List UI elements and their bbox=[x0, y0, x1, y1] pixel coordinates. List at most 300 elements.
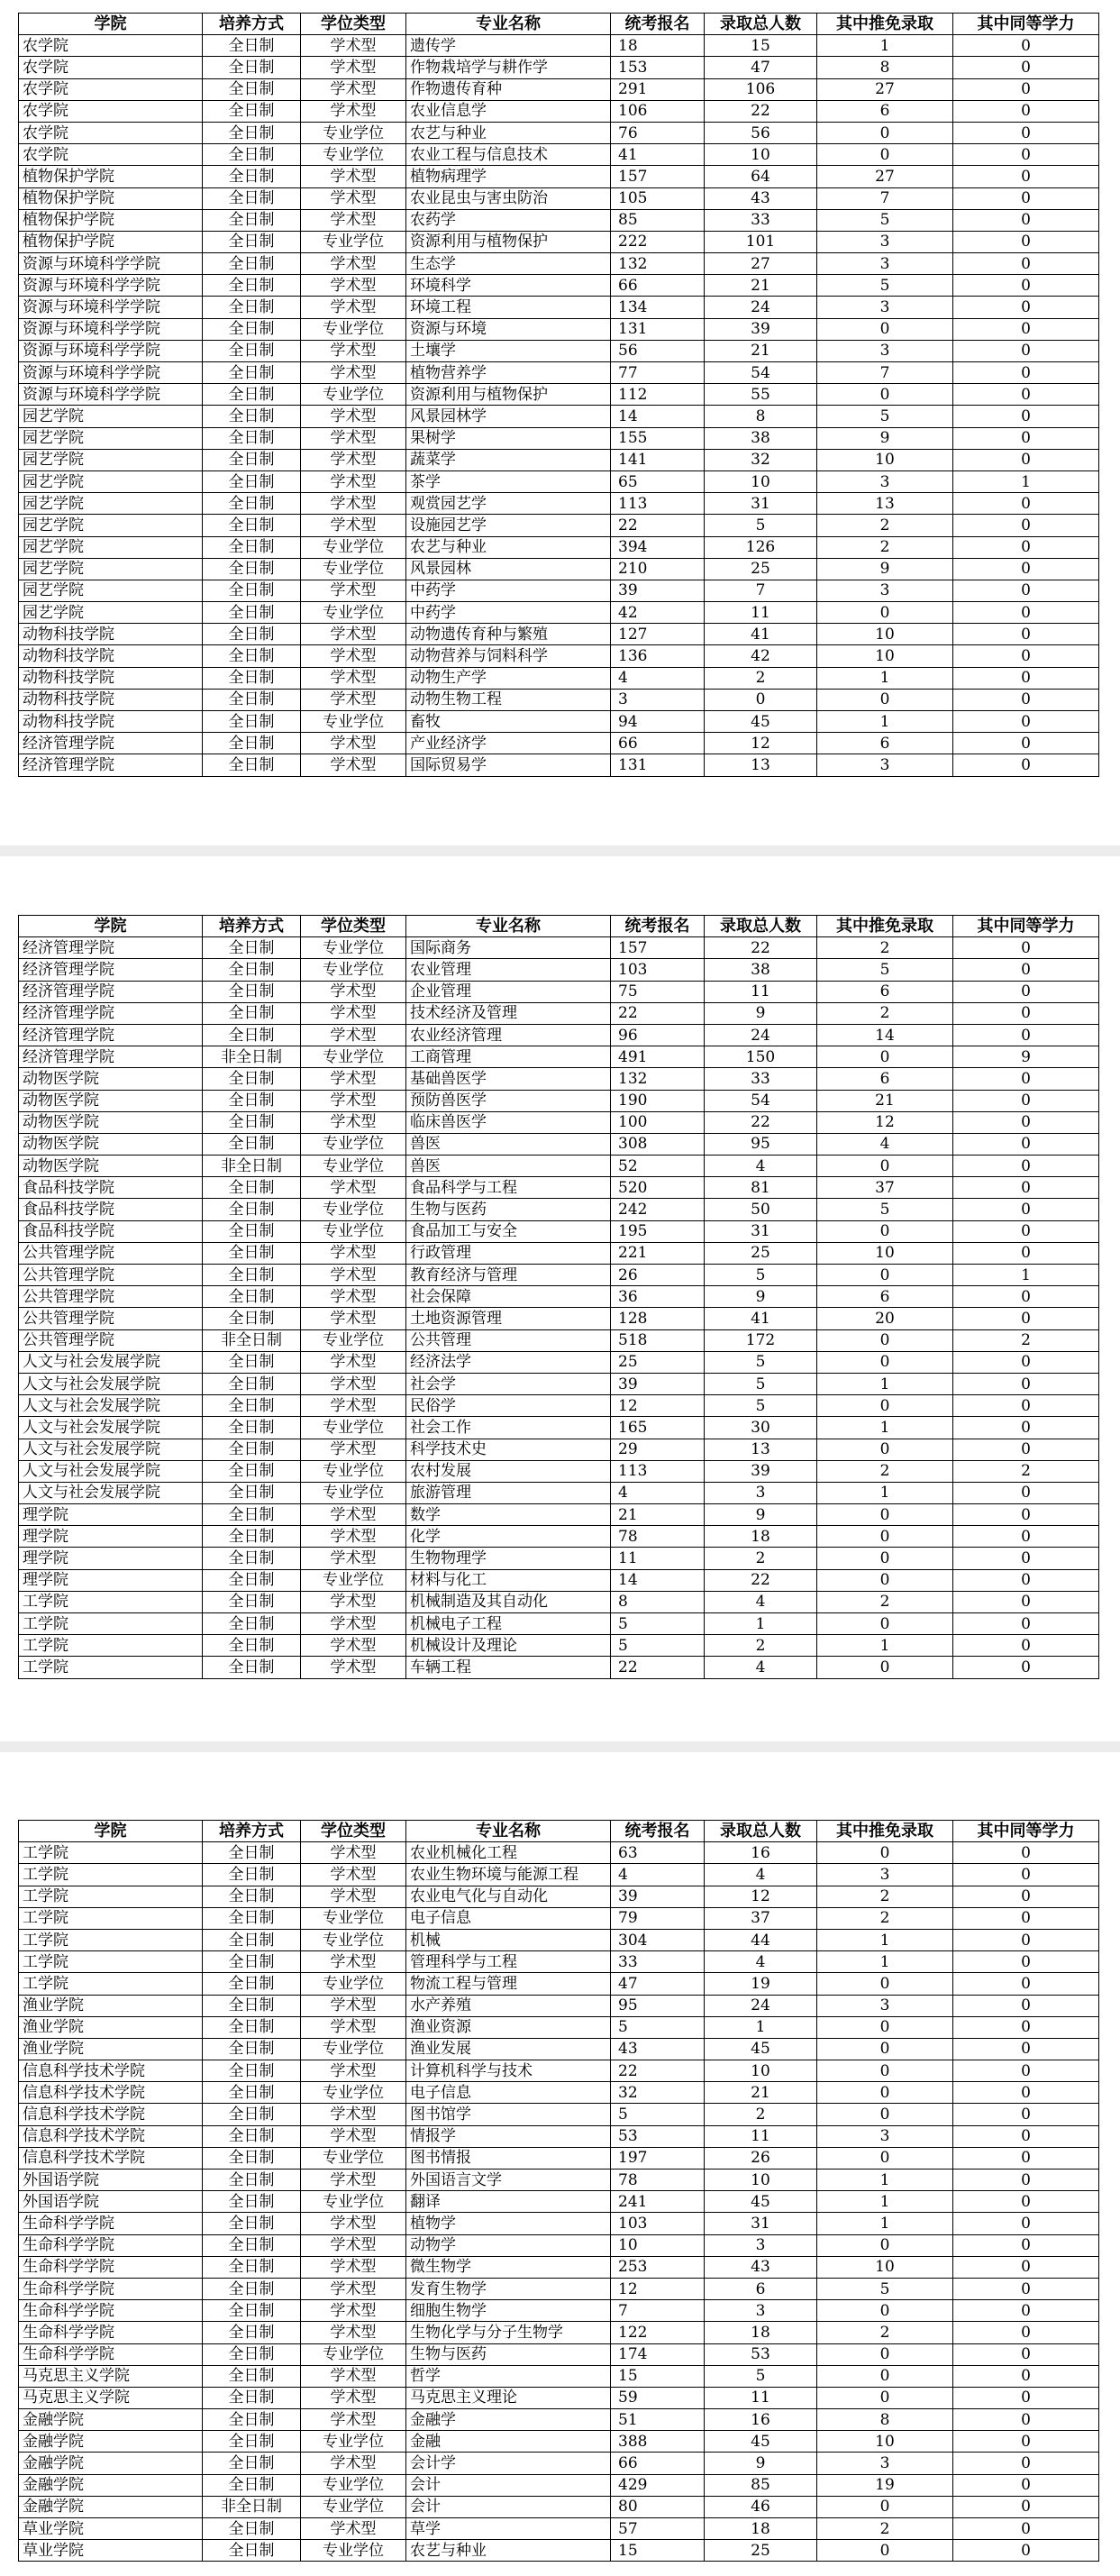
cell-exam-applicants: 429 bbox=[611, 2474, 705, 2496]
cell-exam-applicants: 78 bbox=[611, 1526, 705, 1548]
cell-college: 工学院 bbox=[19, 1973, 203, 1995]
cell-total-admitted: 11 bbox=[705, 602, 817, 624]
cell-college: 工学院 bbox=[19, 1613, 203, 1635]
cell-total-admitted: 46 bbox=[705, 2496, 817, 2517]
cell-college: 农学院 bbox=[19, 35, 203, 57]
cell-degree-type: 专业学位 bbox=[301, 1046, 406, 1068]
cell-total-admitted: 0 bbox=[705, 689, 817, 710]
cell-college: 动物科技学院 bbox=[19, 667, 203, 689]
cell-total-admitted: 24 bbox=[705, 1995, 817, 2016]
column-header-college: 学院 bbox=[19, 1821, 203, 1842]
cell-study-mode: 全日制 bbox=[203, 2213, 301, 2234]
cell-major-name: 农艺与种业 bbox=[406, 536, 611, 558]
cell-total-admitted: 126 bbox=[705, 536, 817, 558]
cell-exempt-admitted: 6 bbox=[817, 1286, 953, 1308]
cell-major-name: 土壤学 bbox=[406, 340, 611, 361]
cell-exam-applicants: 14 bbox=[611, 1569, 705, 1591]
table-row bbox=[19, 1373, 1099, 1394]
cell-exempt-admitted: 10 bbox=[817, 645, 953, 667]
cell-equivalent-admitted: 0 bbox=[953, 2213, 1099, 2234]
cell-major-name: 会计学 bbox=[406, 2453, 611, 2474]
cell-college: 资源与环境科学学院 bbox=[19, 340, 203, 361]
cell-degree-type: 学术型 bbox=[301, 1090, 406, 1111]
cell-major-name: 生物物理学 bbox=[406, 1548, 611, 1569]
cell-exempt-admitted: 0 bbox=[817, 1046, 953, 1068]
cell-college: 公共管理学院 bbox=[19, 1242, 203, 1264]
cell-exam-applicants: 155 bbox=[611, 427, 705, 449]
table-row bbox=[19, 2278, 1099, 2299]
cell-major-name: 机械电子工程 bbox=[406, 1613, 611, 1635]
cell-exam-applicants: 165 bbox=[611, 1417, 705, 1439]
cell-college: 信息科学技术学院 bbox=[19, 2104, 203, 2125]
table-row bbox=[19, 362, 1099, 384]
column-header-exam-applicants: 统考报名 bbox=[611, 14, 705, 35]
cell-college: 动物医学院 bbox=[19, 1133, 203, 1155]
cell-total-admitted: 5 bbox=[705, 1395, 817, 1417]
cell-total-admitted: 33 bbox=[705, 1068, 817, 1090]
cell-exempt-admitted: 0 bbox=[817, 2147, 953, 2169]
cell-degree-type: 学术型 bbox=[301, 1864, 406, 1886]
cell-degree-type: 学术型 bbox=[301, 1657, 406, 1678]
table-row bbox=[19, 1265, 1099, 1286]
cell-exam-applicants: 18 bbox=[611, 35, 705, 57]
cell-study-mode: 全日制 bbox=[203, 449, 301, 470]
cell-major-name: 中药学 bbox=[406, 580, 611, 601]
cell-major-name: 渔业发展 bbox=[406, 2038, 611, 2060]
cell-total-admitted: 37 bbox=[705, 1907, 817, 1929]
cell-total-admitted: 4 bbox=[705, 1657, 817, 1678]
cell-total-admitted: 1 bbox=[705, 2016, 817, 2038]
cell-equivalent-admitted: 9 bbox=[953, 1046, 1099, 1068]
cell-total-admitted: 19 bbox=[705, 1973, 817, 1995]
cell-college: 动物医学院 bbox=[19, 1156, 203, 1177]
cell-study-mode: 全日制 bbox=[203, 981, 301, 1002]
cell-major-name: 物流工程与管理 bbox=[406, 1973, 611, 1995]
cell-degree-type: 学术型 bbox=[301, 2016, 406, 2038]
cell-exam-applicants: 11 bbox=[611, 1548, 705, 1569]
cell-equivalent-admitted: 0 bbox=[953, 2016, 1099, 2038]
cell-total-admitted: 38 bbox=[705, 959, 817, 981]
cell-degree-type: 学术型 bbox=[301, 1395, 406, 1417]
cell-equivalent-admitted: 0 bbox=[953, 449, 1099, 470]
cell-exempt-admitted: 0 bbox=[817, 1842, 953, 1864]
cell-degree-type: 学术型 bbox=[301, 2387, 406, 2408]
cell-study-mode: 全日制 bbox=[203, 515, 301, 536]
cell-exam-applicants: 47 bbox=[611, 1973, 705, 1995]
cell-exam-applicants: 128 bbox=[611, 1308, 705, 1329]
table-row bbox=[19, 1199, 1099, 1220]
cell-total-admitted: 18 bbox=[705, 1526, 817, 1548]
page-separator bbox=[0, 845, 1120, 856]
cell-exempt-admitted: 4 bbox=[817, 1133, 953, 1155]
cell-equivalent-admitted: 0 bbox=[953, 754, 1099, 776]
cell-equivalent-admitted: 0 bbox=[953, 1002, 1099, 1024]
cell-exempt-admitted: 0 bbox=[817, 2300, 953, 2322]
cell-study-mode: 全日制 bbox=[203, 1242, 301, 1264]
cell-college: 信息科学技术学院 bbox=[19, 2060, 203, 2082]
cell-exam-applicants: 4 bbox=[611, 1482, 705, 1503]
cell-major-name: 材料与化工 bbox=[406, 1569, 611, 1591]
cell-major-name: 资源利用与植物保护 bbox=[406, 231, 611, 252]
cell-total-admitted: 13 bbox=[705, 1439, 817, 1460]
cell-major-name: 食品加工与安全 bbox=[406, 1220, 611, 1242]
cell-major-name: 行政管理 bbox=[406, 1242, 611, 1264]
table-row bbox=[19, 1842, 1099, 1864]
cell-college: 经济管理学院 bbox=[19, 959, 203, 981]
cell-college: 工学院 bbox=[19, 1886, 203, 1907]
cell-degree-type: 学术型 bbox=[301, 470, 406, 492]
cell-exam-applicants: 304 bbox=[611, 1929, 705, 1950]
cell-degree-type: 专业学位 bbox=[301, 1460, 406, 1482]
cell-study-mode: 全日制 bbox=[203, 340, 301, 361]
cell-college: 园艺学院 bbox=[19, 427, 203, 449]
cell-college: 动物医学院 bbox=[19, 1068, 203, 1090]
cell-study-mode: 全日制 bbox=[203, 1569, 301, 1591]
cell-degree-type: 学术型 bbox=[301, 427, 406, 449]
cell-major-name: 数学 bbox=[406, 1504, 611, 1526]
cell-equivalent-admitted: 0 bbox=[953, 959, 1099, 981]
table-row bbox=[19, 2322, 1099, 2343]
table-row bbox=[19, 122, 1099, 143]
cell-total-admitted: 53 bbox=[705, 2343, 817, 2365]
cell-degree-type: 专业学位 bbox=[301, 318, 406, 340]
cell-exempt-admitted: 1 bbox=[817, 2191, 953, 2213]
cell-exam-applicants: 29 bbox=[611, 1439, 705, 1460]
cell-exempt-admitted: 0 bbox=[817, 1329, 953, 1351]
cell-total-admitted: 10 bbox=[705, 470, 817, 492]
cell-total-admitted: 10 bbox=[705, 144, 817, 166]
cell-total-admitted: 54 bbox=[705, 1090, 817, 1111]
cell-major-name: 车辆工程 bbox=[406, 1657, 611, 1678]
cell-exempt-admitted: 0 bbox=[817, 1351, 953, 1373]
cell-total-admitted: 22 bbox=[705, 937, 817, 959]
table-row bbox=[19, 209, 1099, 231]
cell-college: 人文与社会发展学院 bbox=[19, 1482, 203, 1503]
cell-study-mode: 全日制 bbox=[203, 1024, 301, 1046]
cell-equivalent-admitted: 0 bbox=[953, 1526, 1099, 1548]
cell-equivalent-admitted: 0 bbox=[953, 2474, 1099, 2496]
cell-exam-applicants: 21 bbox=[611, 1504, 705, 1526]
table-row bbox=[19, 1351, 1099, 1373]
cell-total-admitted: 25 bbox=[705, 2540, 817, 2562]
table-row bbox=[19, 2234, 1099, 2256]
cell-total-admitted: 11 bbox=[705, 2387, 817, 2408]
cell-exam-applicants: 210 bbox=[611, 558, 705, 580]
cell-exam-applicants: 136 bbox=[611, 645, 705, 667]
cell-degree-type: 专业学位 bbox=[301, 2147, 406, 2169]
table-row bbox=[19, 689, 1099, 710]
cell-college: 渔业学院 bbox=[19, 2016, 203, 2038]
cell-total-admitted: 6 bbox=[705, 2278, 817, 2299]
cell-total-admitted: 101 bbox=[705, 231, 817, 252]
cell-exempt-admitted: 6 bbox=[817, 733, 953, 754]
cell-equivalent-admitted: 0 bbox=[953, 2038, 1099, 2060]
cell-equivalent-admitted: 1 bbox=[953, 1265, 1099, 1286]
cell-total-admitted: 22 bbox=[705, 1569, 817, 1591]
table-row bbox=[19, 297, 1099, 318]
cell-total-admitted: 16 bbox=[705, 2409, 817, 2431]
cell-study-mode: 全日制 bbox=[203, 2343, 301, 2365]
cell-college: 动物科技学院 bbox=[19, 711, 203, 733]
header-row bbox=[19, 916, 1099, 937]
cell-major-name: 作物遗传育种 bbox=[406, 78, 611, 100]
cell-degree-type: 学术型 bbox=[301, 1373, 406, 1394]
cell-degree-type: 专业学位 bbox=[301, 144, 406, 166]
cell-equivalent-admitted: 0 bbox=[953, 2234, 1099, 2256]
cell-degree-type: 学术型 bbox=[301, 2234, 406, 2256]
cell-exempt-admitted: 0 bbox=[817, 1395, 953, 1417]
table-row bbox=[19, 515, 1099, 536]
cell-study-mode: 全日制 bbox=[203, 427, 301, 449]
cell-study-mode: 全日制 bbox=[203, 297, 301, 318]
cell-total-admitted: 54 bbox=[705, 362, 817, 384]
cell-degree-type: 学术型 bbox=[301, 2213, 406, 2234]
cell-college: 资源与环境科学学院 bbox=[19, 318, 203, 340]
cell-total-admitted: 3 bbox=[705, 1482, 817, 1503]
cell-study-mode: 全日制 bbox=[203, 470, 301, 492]
table-row bbox=[19, 1951, 1099, 1973]
cell-exempt-admitted: 6 bbox=[817, 1068, 953, 1090]
cell-study-mode: 全日制 bbox=[203, 2474, 301, 2496]
cell-equivalent-admitted: 0 bbox=[953, 100, 1099, 122]
cell-college: 食品科技学院 bbox=[19, 1220, 203, 1242]
cell-study-mode: 全日制 bbox=[203, 1657, 301, 1678]
table-row bbox=[19, 253, 1099, 275]
cell-total-admitted: 47 bbox=[705, 57, 817, 78]
cell-exam-applicants: 80 bbox=[611, 2496, 705, 2517]
cell-exempt-admitted: 1 bbox=[817, 1635, 953, 1657]
cell-study-mode: 全日制 bbox=[203, 1265, 301, 1286]
cell-exempt-admitted: 3 bbox=[817, 470, 953, 492]
cell-exam-applicants: 100 bbox=[611, 1111, 705, 1133]
cell-study-mode: 全日制 bbox=[203, 1951, 301, 1973]
cell-major-name: 产业经济学 bbox=[406, 733, 611, 754]
cell-total-admitted: 42 bbox=[705, 645, 817, 667]
cell-degree-type: 学术型 bbox=[301, 297, 406, 318]
cell-study-mode: 全日制 bbox=[203, 536, 301, 558]
cell-major-name: 民俗学 bbox=[406, 1395, 611, 1417]
cell-college: 理学院 bbox=[19, 1569, 203, 1591]
table-row bbox=[19, 2016, 1099, 2038]
cell-major-name: 金融学 bbox=[406, 2409, 611, 2431]
cell-degree-type: 专业学位 bbox=[301, 1220, 406, 1242]
table-row bbox=[19, 1111, 1099, 1133]
cell-major-name: 生物化学与分子生物学 bbox=[406, 2322, 611, 2343]
cell-degree-type: 学术型 bbox=[301, 981, 406, 1002]
cell-equivalent-admitted: 0 bbox=[953, 2104, 1099, 2125]
table-row bbox=[19, 1548, 1099, 1569]
table-row bbox=[19, 754, 1099, 776]
cell-equivalent-admitted: 0 bbox=[953, 1548, 1099, 1569]
cell-total-admitted: 56 bbox=[705, 122, 817, 143]
cell-college: 植物保护学院 bbox=[19, 231, 203, 252]
column-header-study-mode: 培养方式 bbox=[203, 916, 301, 937]
cell-study-mode: 全日制 bbox=[203, 2038, 301, 2060]
cell-exempt-admitted: 7 bbox=[817, 187, 953, 209]
cell-major-name: 水产养殖 bbox=[406, 1995, 611, 2016]
cell-equivalent-admitted: 0 bbox=[953, 2496, 1099, 2517]
cell-study-mode: 全日制 bbox=[203, 493, 301, 515]
cell-major-name: 机械制造及其自动化 bbox=[406, 1591, 611, 1612]
cell-major-name: 工商管理 bbox=[406, 1046, 611, 1068]
cell-exam-applicants: 42 bbox=[611, 602, 705, 624]
cell-degree-type: 学术型 bbox=[301, 2278, 406, 2299]
cell-college: 人文与社会发展学院 bbox=[19, 1417, 203, 1439]
cell-exam-applicants: 51 bbox=[611, 2409, 705, 2431]
cell-major-name: 草学 bbox=[406, 2518, 611, 2540]
cell-exam-applicants: 12 bbox=[611, 1395, 705, 1417]
table-row bbox=[19, 1242, 1099, 1264]
cell-major-name: 农药学 bbox=[406, 209, 611, 231]
cell-equivalent-admitted: 0 bbox=[953, 340, 1099, 361]
cell-major-name: 动物生物工程 bbox=[406, 689, 611, 710]
cell-exam-applicants: 32 bbox=[611, 2082, 705, 2104]
cell-total-admitted: 31 bbox=[705, 493, 817, 515]
cell-major-name: 教育经济与管理 bbox=[406, 1265, 611, 1286]
cell-degree-type: 专业学位 bbox=[301, 2082, 406, 2104]
cell-study-mode: 全日制 bbox=[203, 1111, 301, 1133]
cell-exempt-admitted: 0 bbox=[817, 144, 953, 166]
cell-degree-type: 学术型 bbox=[301, 1024, 406, 1046]
cell-exempt-admitted: 2 bbox=[817, 2518, 953, 2540]
column-header-exam-applicants: 统考报名 bbox=[611, 1821, 705, 1842]
cell-total-admitted: 31 bbox=[705, 2213, 817, 2234]
cell-exam-applicants: 122 bbox=[611, 2322, 705, 2343]
cell-equivalent-admitted: 0 bbox=[953, 2453, 1099, 2474]
cell-college: 金融学院 bbox=[19, 2431, 203, 2453]
cell-exam-applicants: 95 bbox=[611, 1995, 705, 2016]
table-row bbox=[19, 1024, 1099, 1046]
cell-exam-applicants: 190 bbox=[611, 1090, 705, 1111]
cell-total-admitted: 21 bbox=[705, 340, 817, 361]
cell-exam-applicants: 241 bbox=[611, 2191, 705, 2213]
cell-major-name: 畜牧 bbox=[406, 711, 611, 733]
cell-equivalent-admitted: 0 bbox=[953, 2343, 1099, 2365]
cell-degree-type: 学术型 bbox=[301, 187, 406, 209]
column-header-exempt-admitted: 其中推免录取 bbox=[817, 916, 953, 937]
cell-study-mode: 全日制 bbox=[203, 754, 301, 776]
cell-total-admitted: 45 bbox=[705, 2431, 817, 2453]
cell-total-admitted: 43 bbox=[705, 2256, 817, 2278]
cell-college: 经济管理学院 bbox=[19, 937, 203, 959]
cell-degree-type: 专业学位 bbox=[301, 384, 406, 406]
cell-study-mode: 全日制 bbox=[203, 2170, 301, 2191]
cell-college: 生命科学学院 bbox=[19, 2300, 203, 2322]
table-row bbox=[19, 1482, 1099, 1503]
cell-college: 经济管理学院 bbox=[19, 754, 203, 776]
cell-degree-type: 专业学位 bbox=[301, 2038, 406, 2060]
cell-total-admitted: 85 bbox=[705, 2474, 817, 2496]
cell-major-name: 食品科学与工程 bbox=[406, 1177, 611, 1199]
cell-equivalent-admitted: 0 bbox=[953, 1417, 1099, 1439]
table-row bbox=[19, 645, 1099, 667]
cell-total-admitted: 3 bbox=[705, 2234, 817, 2256]
cell-college: 动物科技学院 bbox=[19, 689, 203, 710]
cell-exempt-admitted: 0 bbox=[817, 1526, 953, 1548]
cell-major-name: 社会保障 bbox=[406, 1286, 611, 1308]
table-row bbox=[19, 1046, 1099, 1068]
cell-study-mode: 全日制 bbox=[203, 1504, 301, 1526]
cell-college: 资源与环境科学学院 bbox=[19, 253, 203, 275]
cell-college: 园艺学院 bbox=[19, 470, 203, 492]
cell-degree-type: 专业学位 bbox=[301, 1156, 406, 1177]
cell-degree-type: 学术型 bbox=[301, 1526, 406, 1548]
cell-equivalent-admitted: 0 bbox=[953, 275, 1099, 297]
cell-major-name: 国际贸易学 bbox=[406, 754, 611, 776]
table-row bbox=[19, 2496, 1099, 2517]
cell-major-name: 管理科学与工程 bbox=[406, 1951, 611, 1973]
cell-exempt-admitted: 21 bbox=[817, 1090, 953, 1111]
cell-exempt-admitted: 0 bbox=[817, 2104, 953, 2125]
cell-total-admitted: 7 bbox=[705, 580, 817, 601]
cell-total-admitted: 9 bbox=[705, 1504, 817, 1526]
table-row bbox=[19, 1635, 1099, 1657]
cell-college: 园艺学院 bbox=[19, 493, 203, 515]
cell-exam-applicants: 221 bbox=[611, 1242, 705, 1264]
cell-degree-type: 专业学位 bbox=[301, 2343, 406, 2365]
cell-college: 公共管理学院 bbox=[19, 1308, 203, 1329]
table-row bbox=[19, 2125, 1099, 2147]
cell-degree-type: 学术型 bbox=[301, 166, 406, 187]
cell-college: 生命科学学院 bbox=[19, 2278, 203, 2299]
cell-exempt-admitted: 0 bbox=[817, 2016, 953, 2038]
cell-exempt-admitted: 20 bbox=[817, 1308, 953, 1329]
cell-major-name: 作物栽培学与耕作学 bbox=[406, 57, 611, 78]
cell-exempt-admitted: 3 bbox=[817, 1995, 953, 2016]
cell-equivalent-admitted: 0 bbox=[953, 515, 1099, 536]
cell-degree-type: 专业学位 bbox=[301, 1569, 406, 1591]
cell-degree-type: 专业学位 bbox=[301, 2540, 406, 2562]
cell-equivalent-admitted: 0 bbox=[953, 1308, 1099, 1329]
cell-exam-applicants: 5 bbox=[611, 2104, 705, 2125]
cell-exempt-admitted: 10 bbox=[817, 1242, 953, 1264]
cell-equivalent-admitted: 0 bbox=[953, 2060, 1099, 2082]
cell-college: 食品科技学院 bbox=[19, 1177, 203, 1199]
column-header-major-name: 专业名称 bbox=[406, 14, 611, 35]
cell-exempt-admitted: 5 bbox=[817, 209, 953, 231]
cell-exempt-admitted: 1 bbox=[817, 667, 953, 689]
cell-equivalent-admitted: 0 bbox=[953, 580, 1099, 601]
cell-study-mode: 全日制 bbox=[203, 1635, 301, 1657]
cell-college: 园艺学院 bbox=[19, 515, 203, 536]
cell-total-admitted: 31 bbox=[705, 1220, 817, 1242]
cell-exam-applicants: 242 bbox=[611, 1199, 705, 1220]
cell-exempt-admitted: 0 bbox=[817, 1548, 953, 1569]
cell-major-name: 机械 bbox=[406, 1929, 611, 1950]
table-row bbox=[19, 144, 1099, 166]
cell-degree-type: 专业学位 bbox=[301, 711, 406, 733]
cell-college: 农学院 bbox=[19, 78, 203, 100]
cell-equivalent-admitted: 0 bbox=[953, 297, 1099, 318]
cell-total-admitted: 11 bbox=[705, 2125, 817, 2147]
cell-major-name: 农业管理 bbox=[406, 959, 611, 981]
cell-college: 经济管理学院 bbox=[19, 1002, 203, 1024]
cell-degree-type: 专业学位 bbox=[301, 1973, 406, 1995]
cell-exam-applicants: 8 bbox=[611, 1591, 705, 1612]
cell-major-name: 动物学 bbox=[406, 2234, 611, 2256]
table-row bbox=[19, 493, 1099, 515]
cell-exempt-admitted: 1 bbox=[817, 35, 953, 57]
cell-equivalent-admitted: 2 bbox=[953, 1460, 1099, 1482]
page-2 bbox=[0, 856, 1120, 1741]
table-row bbox=[19, 1613, 1099, 1635]
cell-study-mode: 全日制 bbox=[203, 57, 301, 78]
cell-total-admitted: 15 bbox=[705, 35, 817, 57]
cell-major-name: 兽医 bbox=[406, 1133, 611, 1155]
cell-degree-type: 专业学位 bbox=[301, 1199, 406, 1220]
cell-degree-type: 学术型 bbox=[301, 624, 406, 645]
cell-exempt-admitted: 3 bbox=[817, 297, 953, 318]
